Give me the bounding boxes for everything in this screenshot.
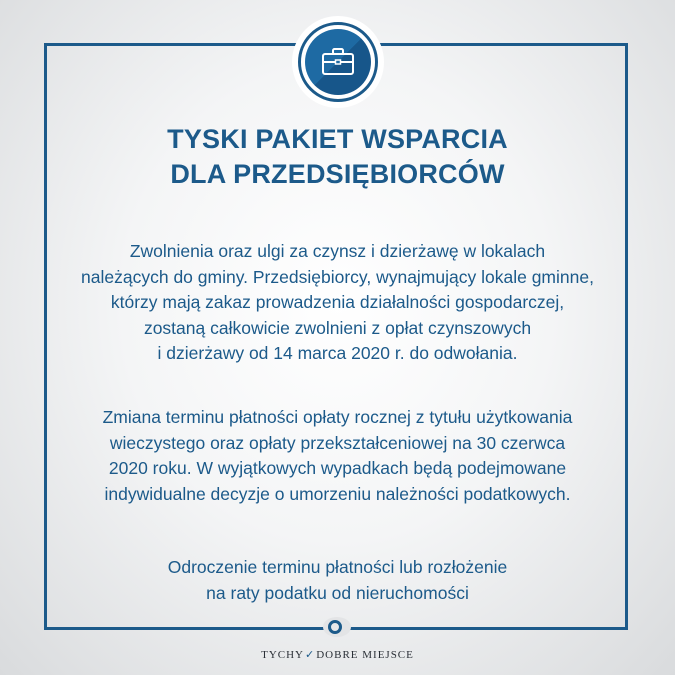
paragraph-line: Zmiana terminu płatności opłaty rocznej z tytułu użytkowania [102, 407, 573, 427]
paragraph-property-tax [0, 555, 675, 606]
footer-logo [0, 648, 675, 661]
paragraph-line: należących do gminy. Przedsiębiorcy, wynajmujący lokale gminne, [81, 266, 594, 287]
paragraph-line: Zwolnienia oraz ulgi za czynsz i dzierżawę w lokalach [129, 241, 546, 261]
paragraph-line: którzy mają zakaz prowadzenia działalności gospodarczej, [110, 292, 565, 312]
paragraph-line: 2020 roku. W wyjątkowych wypadkach będą podejmowane [108, 458, 567, 478]
paragraph-line: zostaną całkowicie zwolnieni z opłat czynszowych [143, 317, 532, 338]
logo-text-left: TYCHY [261, 649, 304, 661]
checkmark-icon: ✓ [305, 648, 316, 661]
paragraph-line: wieczystego oraz opłaty przekształceniowej na 30 czerwca [109, 432, 566, 453]
briefcase-icon [321, 47, 355, 77]
page-title [0, 122, 675, 192]
paragraph-line: indywidualne decyzje o umorzeniu należności podatkowych. [104, 483, 571, 504]
logo-text-right: DOBRE MIEJSCE [316, 649, 414, 661]
title-line-1: TYSKI PAKIET WSPARCIA [167, 124, 508, 154]
paragraph-payment-deadline [0, 405, 675, 507]
paragraph-rent-relief [0, 239, 675, 367]
title-line-2: DLA PRZEDSIĘBIORCÓW [170, 159, 505, 189]
paragraph-line: na raty podatku od nieruchomości [206, 582, 469, 603]
footer-circle-icon [328, 620, 342, 634]
paragraph-line: Odroczenie terminu płatności lub rozłożenie [167, 557, 508, 577]
paragraph-line: i dzierżawy od 14 marca 2020 r. do odwołania. [157, 343, 518, 363]
icon-badge [292, 16, 384, 108]
